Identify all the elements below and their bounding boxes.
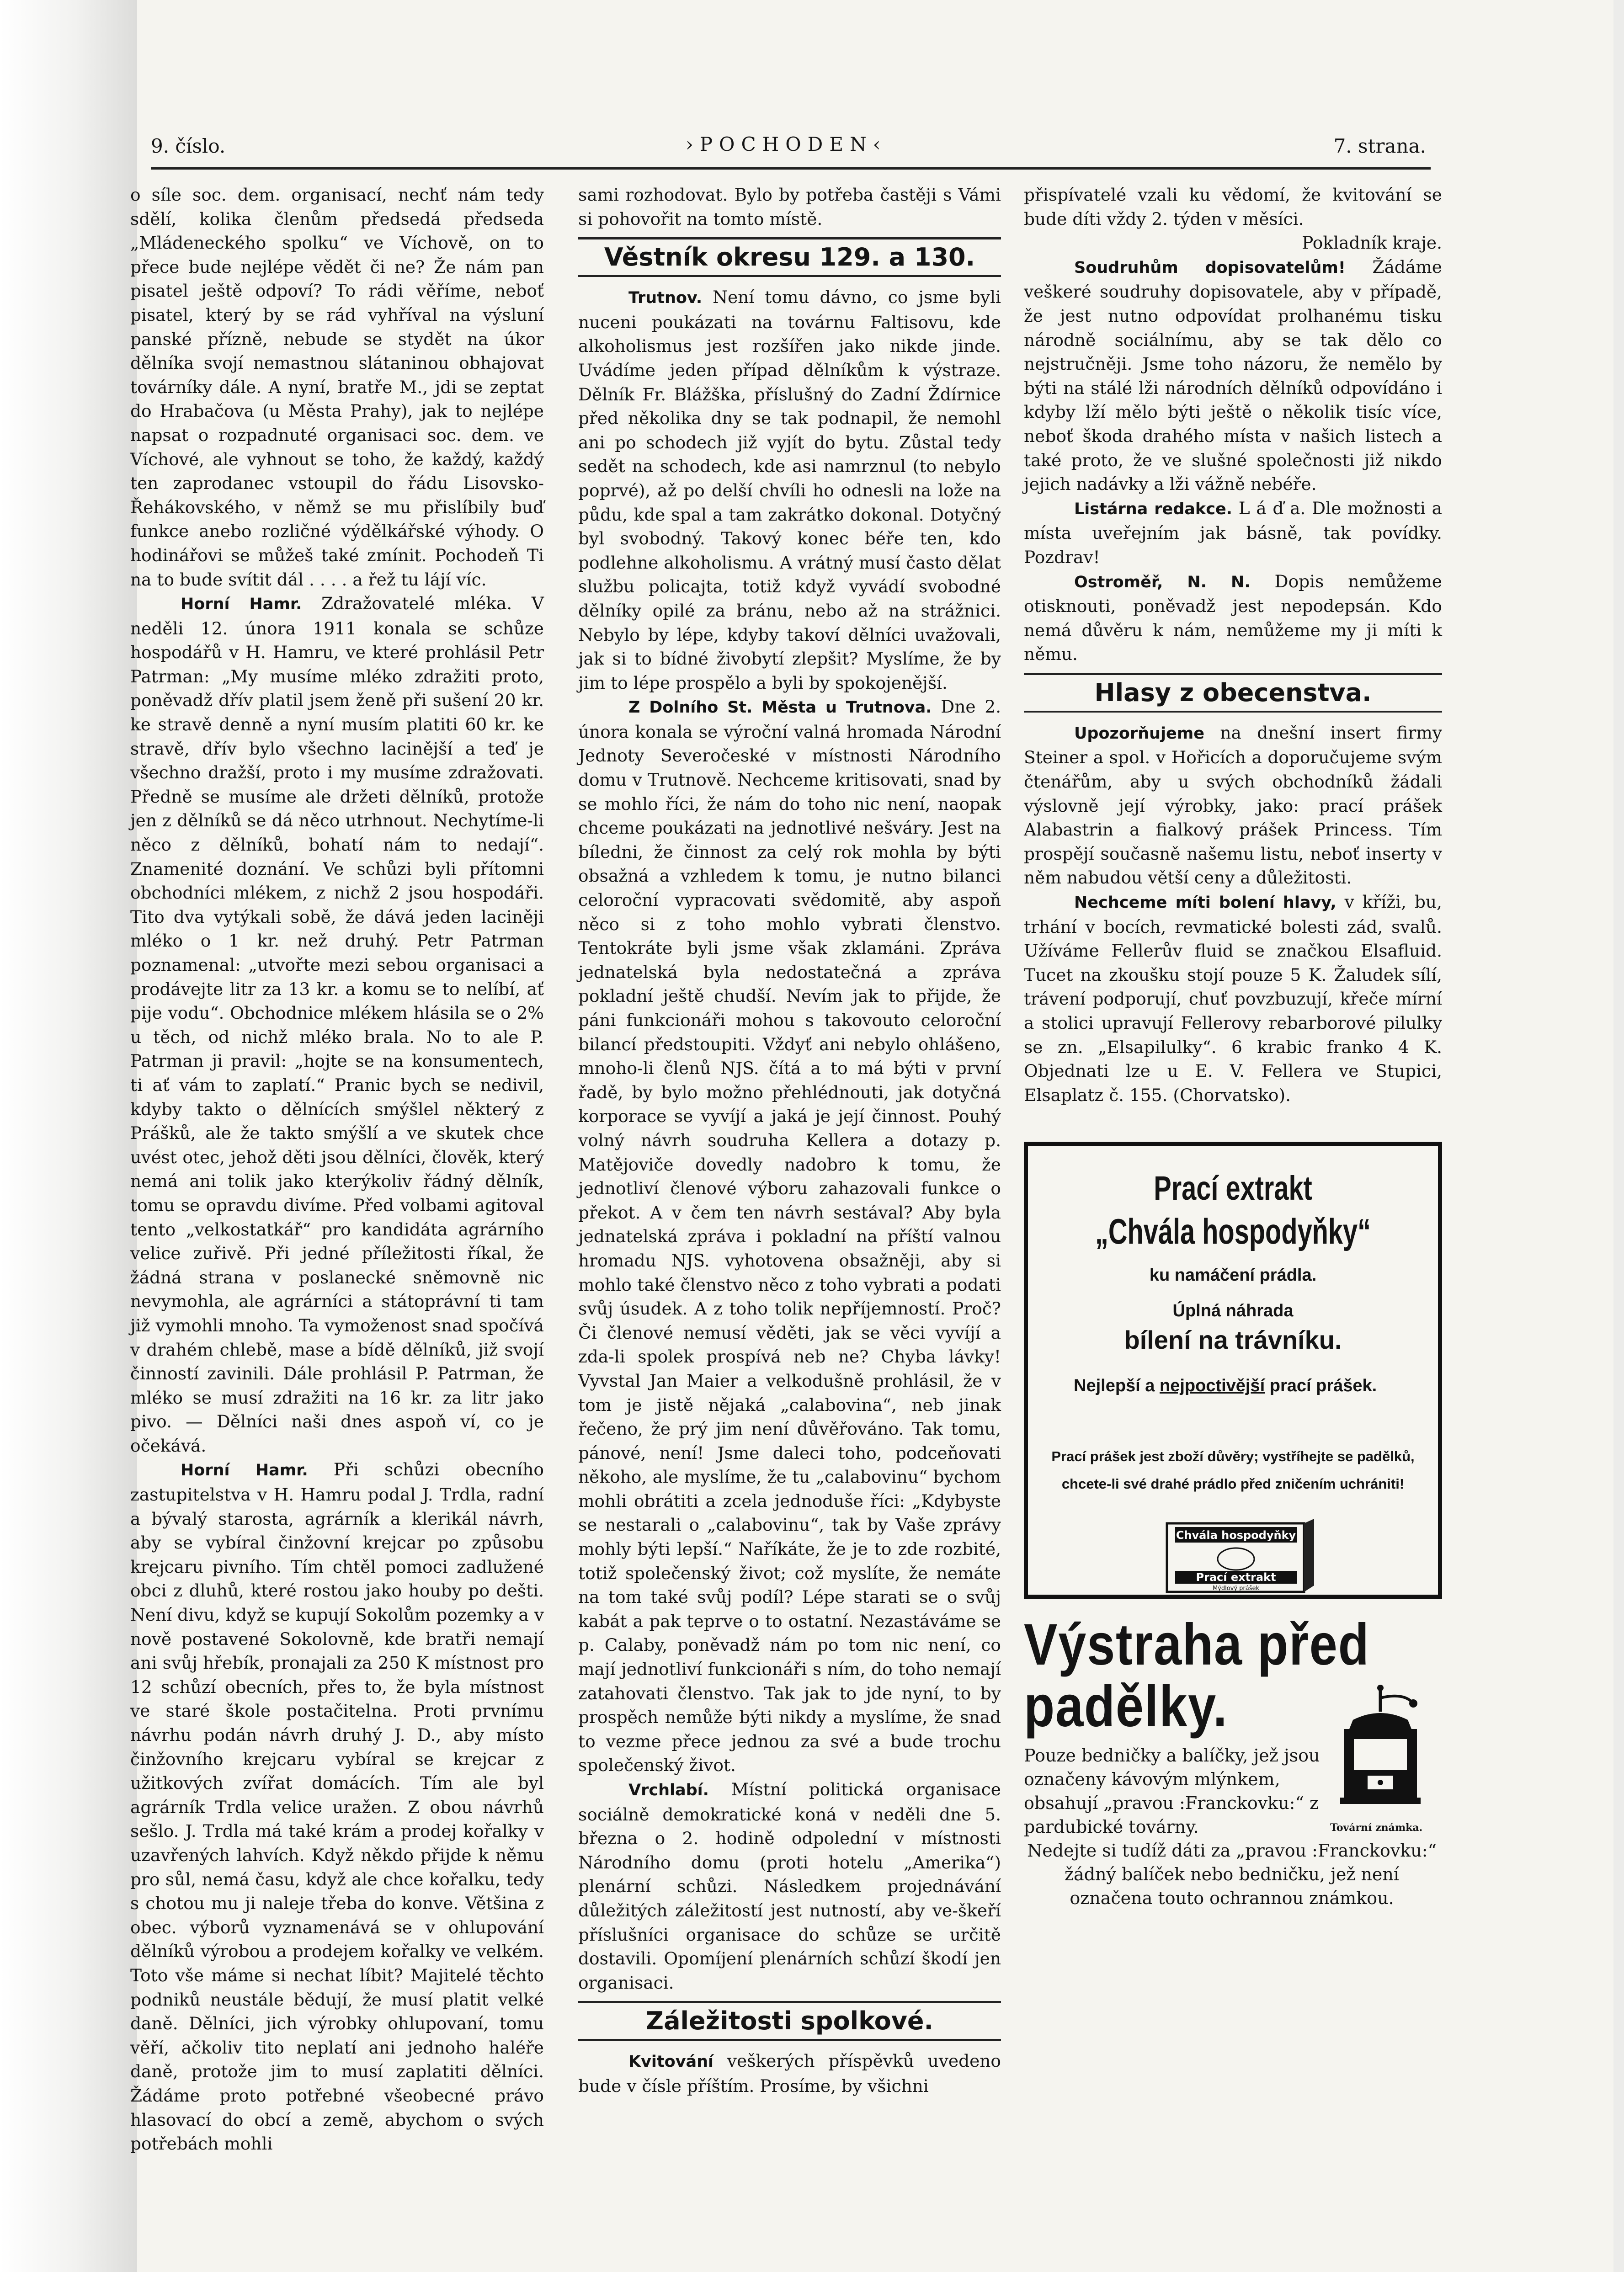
article-text: L á ď a. Dle možnosti a místa uveřejním jak básně, tak povídky. Pozdrav! [1024,498,1442,567]
column-3 [1024,183,1442,1107]
article-horni-hamr-council [130,1458,544,2155]
article-text: Při schůzi obecního zastupitelstva v H. Hamru podal J. Trdla, radní a bývalý starosta, agrárník a klerikál návrh, aby se vybíral činžovní krejcar po způsobu krejcaru pivního. Tím chtěl pomoci zadlužené obci z dluhů, které rostou jako houby po dešti. Není divu, když se kupují Sokolům pozemky a v nově postavené Sokolovně, kde bratři nemají ani svůj hřebík, pronajali za 250 K místnost pro 12 schůzí obecních, přes to, že byla místnost ve staré škole postačitelna. Proti prvnímu návrhu podán návrh druhý J. D., aby místo činžovního krejcaru vybíral se krejcar z užitkových zvířat domácích. Tím ale byl agrárník Trdla velice uražen. Z obou návrhů sešlo. J. Trdla má také krám a prodej kořalky v uzavřených lahvích. Když někdo přijde k němu pro sůl, nemá času, když ale chce kořalku, tedy s chotou mu ji naleje třeba do konve. Většina z obec. výborů vyznamenává se v ohlupování dělníků výrobou a prodejem kořalky ve velkém. Toto vše máme si nechat líbit? Majitelé těchto podniků neustále bědují, že musí platit velké daně. Dělníci, jich výrobky ohlupovaní, tomu věří, ačkoliv tito neplatí ani jednoho haléře daně, protože jim to musí zaplatiti dělníci. Žádáme proto potřebné všeobecné právo hlasovací do obcí a země, abychom o svých potřebách mohli [130,1459,544,2154]
article-heading: Ostroměř, N. N. [1074,573,1251,591]
article-text: Místní politická organisace sociálně demokratické koná v neděli dne 5. března o 2. hodině odpolední v místnosti Národního domu (proti hotelu „Amerika“) plenární schůzi. Následkem projednávání důležitých záležitostí jest nutností, aby ve-škeří příslušníci organisace do schůze se určitě dostavili. Opomíjení plenárních schůzí škodí jen organisaci. [578,1779,1001,1993]
ad-text-line: ku namáčení prádla. [1149,1266,1317,1285]
article-text: Dopis nemůžeme otisknouti, poněvadž jest nepodepsán. Kdo nemá důvěru k nám, nemůžeme my ji míti k němu. [1024,571,1442,665]
advert-praci-extrakt [1024,1142,1442,1599]
article-upozornujeme [1024,721,1442,890]
article-heading: Soudruhům dopisovatelům! [1074,258,1346,277]
article-continuation: sami rozhodovat. Bylo by potřeba častěji s Vámi si pohovořit na tomto místě. [578,185,1001,229]
article-text: Dne 2. února konala se výroční valná hromada Národní Jednoty Severočeské v místnosti Národního domu v Trutnově. Nechceme kritisovati, snad by se mohlo říci, že nám do toho nic není, naopak chceme poukázati na jednotlivé nešváry. Jest na bíledni, že činnost za celý rok mohla by býti obsažná a vzhledem k tomu, je nutno bilanci celoroční vypracovati svědomitě, aby aspoň něco si z toho mohlo vybrati členstvo. Tentokráte byli jsme však zklamáni. Zpráva jednatelská byla nedostatečná a zpráva pokladní ještě chudší. Nevím jak to přijde, že páni funkcionáři mohou s takovouto celoroční bilancí předstoupiti. Vždyť ani nebylo ohlášeno, mnoho-li členů NJS. čítá a to má býti v první řadě, by bylo možno přehlédnouti, jak dotyčná korporace se vyvíjí a jaká je její činnost. Pouhý volný návrh soudruha Kellera a dotazy p. Matějoviče dovedly nadobro k tomu, že jednotliví členové výboru zahazovali funkce o překot. A v čem ten návrh sestával? Aby byla jednatelská zpráva i pokladní na příští valnou hromadu NJS. vyhotovena obsažněji, aby si mohlo také členstvo něco z toho vybrati a podati svůj úsudek. A z toho tolik nepříjemností. Proč? Či členové nemusí věděti, jak se věci vyvíjí a zda-li spolek prospívá neb ne? Chyba lávky! Vyvstal Jan Maier a velkodušně prohlásil, že v tom je jistě nějaká „calabovina“, neb jinak řečeno, že prý jim není důvěřováno. Tak tomu, pánové, není! Jsme daleci toho, podceňovati někoho, ale myslíme, že tu „calabovinu“ bychom mohli obrátiti a zcela jednoduše říci: „Kdybyste se nestarali o „calabovinu“, tak by Vaše zprávy mohly býti lepší.“ Naříkáte, že je to zde rozbité, totiž společenský život; což myslíte, že nemáte na tom také svůj podíl? Lépe starati se o svůj kabát a pak teprve o to ostatní. Nezastáváme se p. Calaby, poněvadž nám po tom nic není, co mají jednotliví funkcionáři s ním, do toho nemají zatahovati členstvo. Tak jak to jde nyní, to by prospěch nemůže býti nikdy a myslíme, že snad to vezme přece jednou za své a bude trochu společenský život. [578,697,1001,1776]
ad2-body-1: Pouze bedničky a balíčky, jež jsou označeny kávovým mlýnkem, obsahují „pravou :Franckovku:“ z pardubické továrny. [1024,1745,1320,1837]
notice-ostromer [1024,569,1442,666]
section-heading-hlasy: Hlasy z obecenstva. [1024,673,1442,713]
header-rule [151,167,1431,170]
article-text: veškerých příspěvků uvedeno bude v čísle příštím. Prosíme, by všichni [578,2051,1001,2096]
article-heading: Vrchlabí. [628,1781,709,1799]
ad-text-line [1074,1376,1377,1396]
article-text: Zdražovatelé mléka. V neděli 12. února 1911 konala se schůze hospodářů v H. Hamru, ve které prohlásil Petr Patrman: „My musíme mléko zdražiti proto, poněvadž dřív platil jsem ženě při sušení 20 kr. ke stravě denně a nyní musím platiti 60 kr. ke stravě, dřív bylo všechno lacinější a teď je všechno dražší, proto i my musíme zdražovati. Předně se musíme ale držeti dělníků, protože jen z dělníků se dá něco utrhnout. Nechytíme-li něco z dělníků, bohatí nám to nedají“. Znamenité doznání. Ve schůzi byli přítomni obchodníci mlékem, z nichž 2 jsou hospodáři. Tito dva vytýkali sobě, že dává jeden laciněji mléko o 1 kr. než druhý. Petr Patrman poznamenal: „utvořte mezi sebou organisaci a prodávejte litr za 13 kr. a komu se to nelíbí, ať pije vodu“. Obchodnice mlékem hlásila se o 2% u těch, od nichž mléko brala. No to ale P. Patrman ji pravil: „hojte se na konsumentech, ti ať vám to zaplatí.“ Pranic bych se nedivil, kdyby takto o dělnících smýšlel některý z Prášků, ale že takto smýšlí a ve skutek chce uvést otec, jehož děti jsou dělníci, člověk, který nemá ani tolik jako kterýkoliv řádný dělník, tomu se opravdu divíme. Před volbami agitoval tento „velkostatkář“ pro kandidáta agrárního velice zuřivě. Při jedné příležitosti říkal, že žádná strana v poslanecké sněmovně nic nevymohla, ale agrárníci a státoprávní ti tam již vymohli mnoho. Ta vymoženost snad spočívá v drahém chlebě, mase a bídě dělníků, již svojí činností zavinili. Dále prohlásil P. Patrman, že mléko se musí zdražiti na 16 kr. za litr jako pivo. — Dělníci naši dnes aspoň ví, co je očekává. [130,593,544,1456]
trademark-caption: Tovární známka. [1330,1822,1423,1834]
newspaper-title: ›POCHODEN‹ [686,133,887,155]
article-feller [1024,890,1442,1107]
package-bottom-label: Prací extrakt [1196,1571,1276,1584]
article-heading: Horní Hamr. [181,595,302,614]
article-heading: Upozorňujeme [1074,724,1204,743]
issue-number: 9. číslo. [151,135,226,157]
article-heading: Listárna redakce. [1074,500,1232,518]
ad2-headline-1: Výstraha před [1024,1612,1370,1677]
page-header [151,130,1426,162]
article-trutnov [578,285,1001,695]
ad-text-line: Úplná náhrada [1172,1301,1294,1320]
section-heading-spolkove: Záležitosti spolkové. [578,2001,1001,2041]
ad-text: Nejlepší a [1074,1376,1160,1395]
notice-correspondents [1024,255,1442,496]
notice-listarna [1024,496,1442,569]
ad-warning-text: Prací prášek jest zboží důvěry; vystříhejte se padělků, chcete-li své drahé prádlo před zničením uchrániti! [1051,1448,1415,1492]
column-2 [578,183,1001,2098]
article-kvitovani [578,2049,1001,2098]
article-continuation: o síle soc. dem. organisací, nechť nám tedy sdělí, kolika členům předsedá předseda „Mládeneckého spolku“ ve Víchově, on to přece bude nejlépe vědět či ne? Že nám pan pisatel ještě odpoví? To rádi věříme, neboť pisatel, který by se rád vyhříval na výsluní panské přízně, nebude se stydět na úkor dělníka svojí nemastnou slátaninou obhajovat továrníky dále. A nyní, bratře M., jdi se zeptat do Hrabačova (u Města Prahy), jak to nejlépe napsat o rozpadnuté organisaci soc. dem. ve Víchové, ale vyhnout se toho, že každý, každý ten zaprodanec vstoupil do řádu Lisovsko-Řehákovského, v němž se mu přislíbily buď funkce anebo rozličné výdělkářské výhody. O hodinářovi se můžeš také zmínit. Pochodeň Ti na to bude svítit dál . . . . a řež tu lájí víc. [130,185,544,590]
article-text: na dnešní insert firmy Steiner a spol. v Hořicích a doporučujeme svým čtenářům, aby u svých obchodníků žádali výslovně její výrobky, jako: prací prášek Alabastrin a fialkový prášek Princess. Tím prospějí současně našemu listu, neboť inserty v něm nabudou větší ceny a důležitosti. [1024,722,1442,888]
article-heading: Kvitování [628,2053,714,2071]
article-dolni-mesto [578,695,1001,1777]
binding-edge [0,0,137,2272]
page-number: 7. strana. [1333,135,1426,157]
article-text: Žádáme veškeré soudruhy dopisovatele, aby v případě, že jest nutno odpovídat prolhanému tisku národně sociálnímu, aby se tak dělo co nejstručněji. Jsme toho názoru, že nemělo by býti na stálé lži národních dělníků odpovídáno i kdyby lží mělo býti ještě o několik tisíc více, neboť škoda drahého místa v našich listech a také proto, že ve slušné společnosti již nikdo jejich nadávky a lži vážně nebéře. [1024,256,1442,495]
ad-text: prací prášek. [1265,1376,1377,1395]
package-sub-label: Mýdlový prášek [1212,1585,1260,1592]
article-continuation: přispívatelé vzali ku vědomí, že kvitování se bude díti vždy 2. týden v měsíci. [1024,185,1442,229]
section-heading-vestnik: Věstník okresu 129. a 130. [578,237,1001,277]
article-horni-hamr-milk [130,591,544,1458]
ad-title-line: Prací extrakt [1154,1169,1312,1207]
coffee-mill-trademark-icon [1326,1684,1440,1817]
article-heading: Trutnov. [628,289,703,308]
ad2-headline-2: padělky. [1024,1674,1228,1739]
article-heading: Horní Hamr. [181,1461,308,1480]
article-text: Není tomu dávno, co jsme byli nuceni poukázati na továrnu Faltisovu, kde alkoholismus jest rozšířen jako nikde jinde. Uvádíme jeden případ dělníkům k výstraze. Dělník Fr. Blážška, příslušný do Zadní Ždírnice před několika dny se tak podnapil, že nemohl ani po schodech již vyjít do bytu. Zůstal tedy sedět na schodech, kde asi namrznul (to nebylo poprvé), až po delší chvíli ho odnesli na lože na půdu, kde spal a tam zakrátko dokonal. Dotyčný byl svobodný. Takový konec béře ten, kdo podlehne alkoholismu. A vrátný musí často dělat službu policajta, totiž když vyvádí svobodné dělníky opilé za bránu, nebo až na strážnici. Nebylo by lépe, kdyby takoví dělníci uvažovali, jak si to bídné živobytí zlepšit? Myslíme, že by jim to lépe prospělo a byli by spokojenější. [578,287,1001,693]
package-illustration-icon [1165,1517,1316,1595]
signature: Pokladník kraje. [1302,233,1442,253]
ad2-body-2: Nedejte si tudíž dáti za „pravou :Franckovku:“ žádný balíček nebo bedničku, jež není označena touto ochrannou známkou. [1027,1841,1437,1908]
article-text: v kříži, bu, trhání v bocích, revmatické bolesti zád, svalů. Užíváme Fellerův fluid se značkou Elsafluid. Tucet na zkoušku stojí pouze 5 K. Žaludek sílí, trávení podporují, chuť povzbuzují, křeče mírní a stolici upravují Fellerovy rebarborové pilulky se zn. „Elsapilulky“. 6 krabic franko 4 K. Objednati lze u E. V. Fellera ve Stupici, Elsaplatz č. 155. (Chorvatsko). [1024,892,1442,1105]
article-heading: Nechceme míti bolení hlavy, [1074,894,1336,912]
ad-slogan-line: bílení na trávníku. [1124,1325,1342,1354]
article-heading: Z Dolního St. Města u Trutnova. [628,698,932,717]
column-1 [130,183,544,2156]
ad-text-underlined: nejpoctivější [1159,1376,1265,1395]
ad-brand-line: „Chvála hospodyňky“ [1095,1211,1371,1251]
article-vrchlabi [578,1777,1001,1995]
advert-franckovka [1024,1612,1442,2132]
package-top-label: Chvála hospodyňky [1176,1529,1296,1542]
